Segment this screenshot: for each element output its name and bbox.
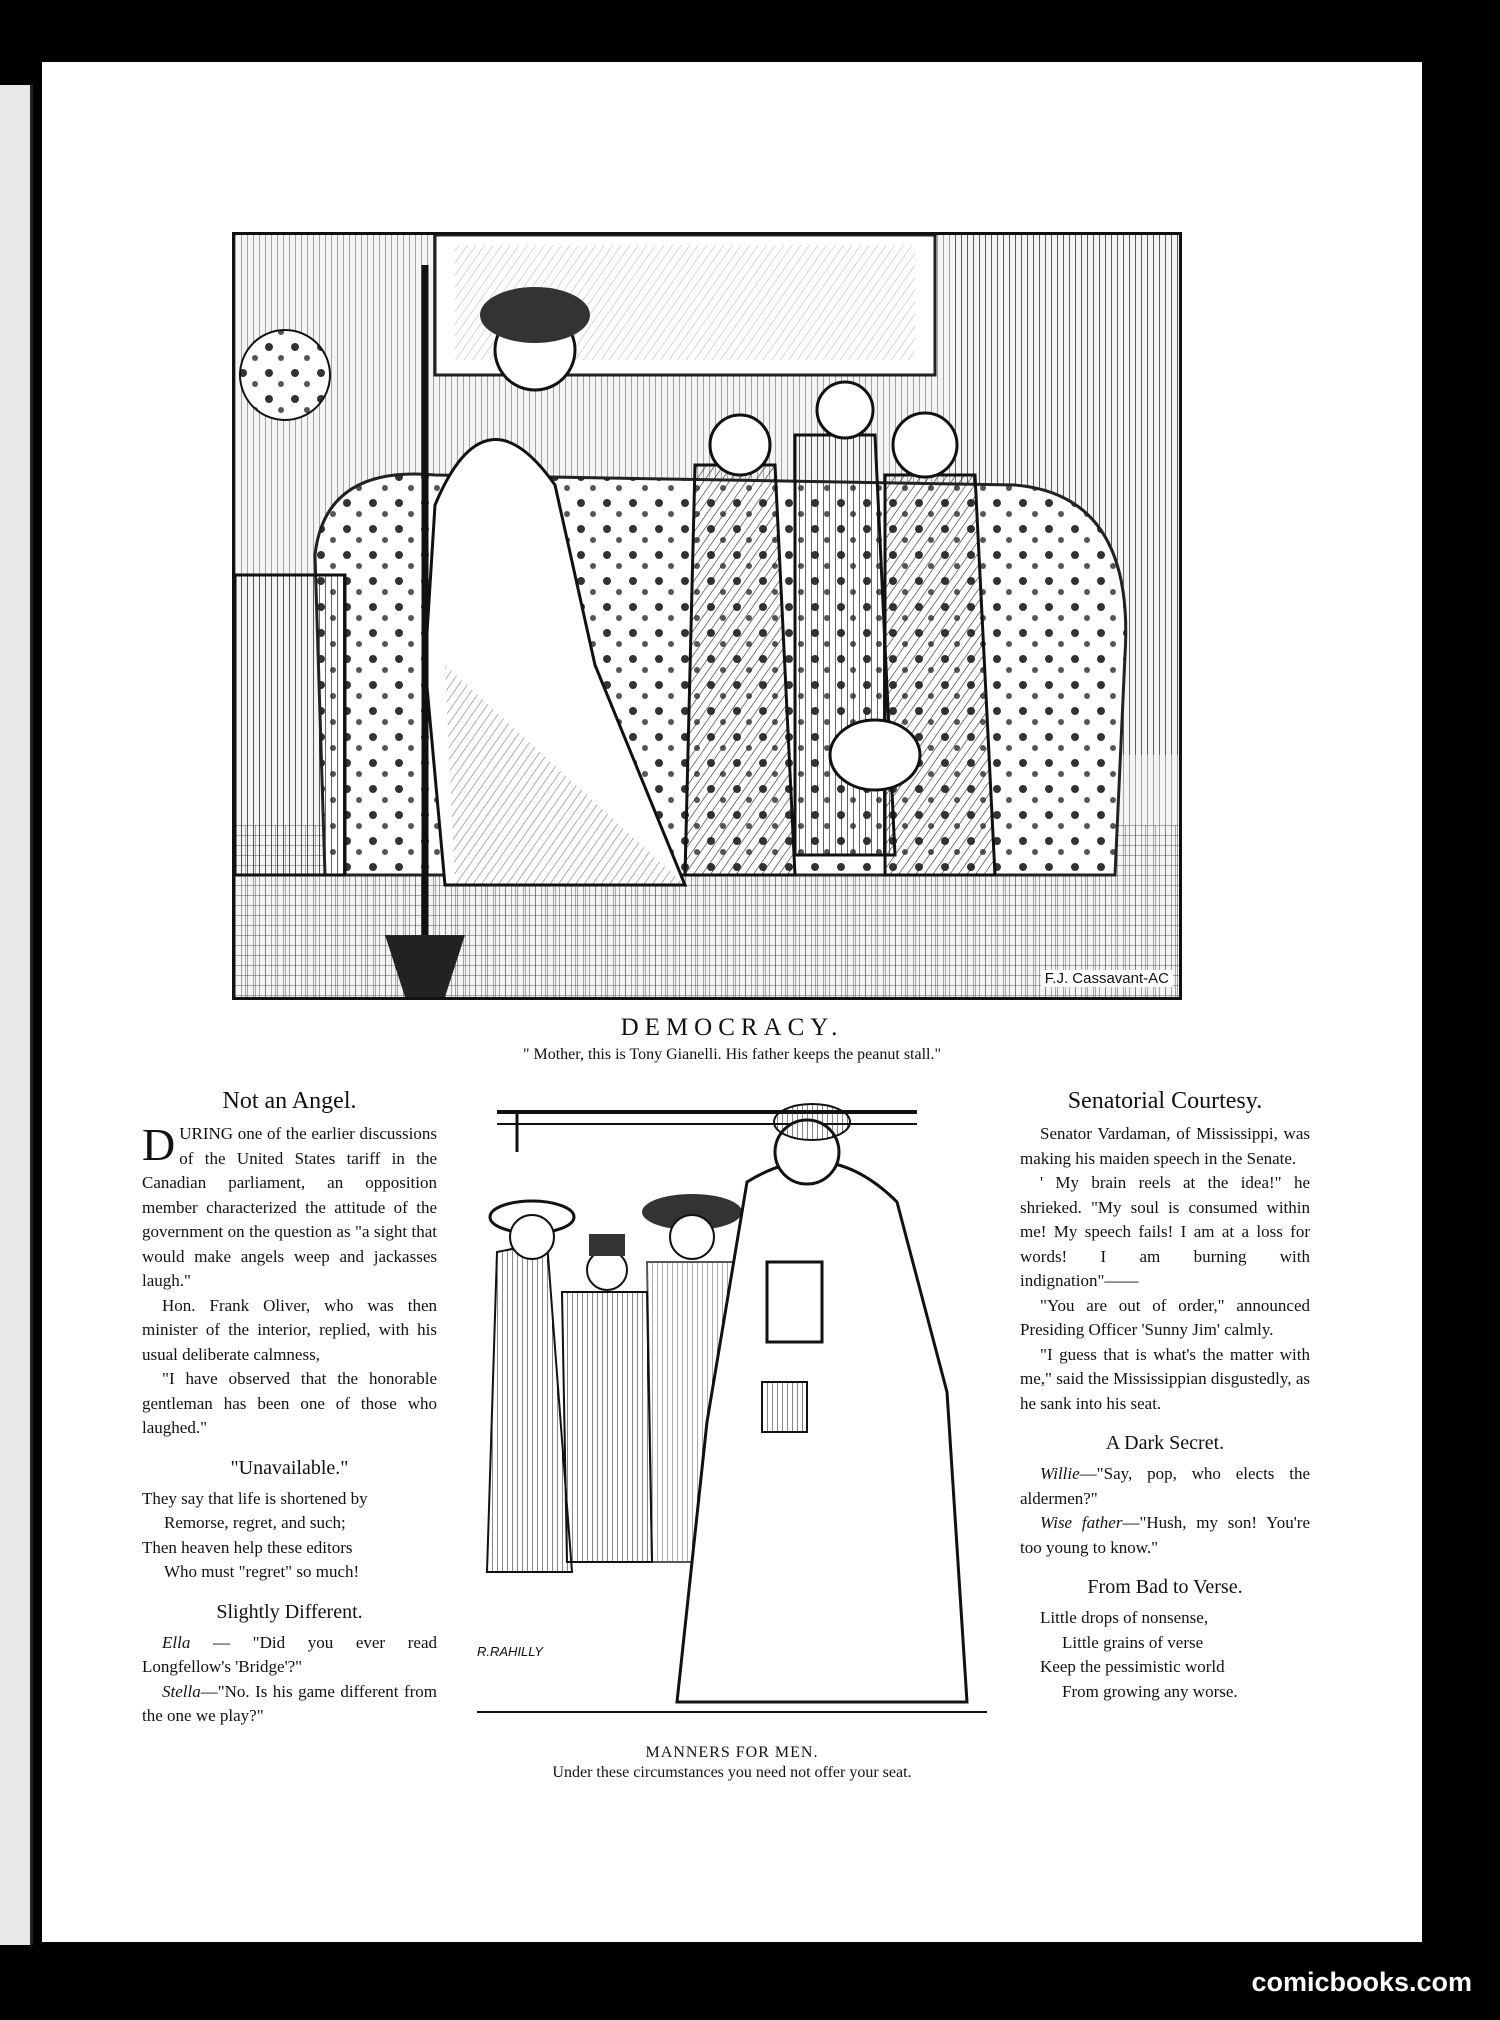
verse-line: Then heaven help these editors [142, 1537, 353, 1557]
streetcar-scene-drawing [477, 1092, 987, 1742]
senatorial-courtesy-title: Senatorial Courtesy. [1067, 1088, 1263, 1114]
senatorial-p2: ' My brain reels at the idea!" he shrieked. "My soul is consumed within me! My speech fails! I am at a loss for words! I am burning with indignation"—— [1020, 1173, 1310, 1290]
parlor-scene-drawing [235, 235, 1179, 997]
manners-title: MANNERS FOR MEN. [645, 1744, 819, 1761]
dark-secret-title: A Dark Secret. [1105, 1432, 1225, 1454]
verse-line: Keep the pessimistic world [1040, 1657, 1225, 1676]
verse-line: Little drops of nonsense, [1040, 1608, 1209, 1627]
not-an-angel-title: Not an Angel. [222, 1088, 357, 1114]
verse-line: From growing any worse. [1062, 1681, 1238, 1701]
dialogue-stella [142, 1680, 437, 1729]
verse-line: Who must "regret" so much! [164, 1562, 360, 1581]
senatorial-p3: "You are out of order," announced Presiding Officer 'Sunny Jim' calmly. [1020, 1295, 1310, 1339]
dialogue-father [1020, 1511, 1310, 1560]
bad-to-verse-title: From Bad to Verse. [1087, 1576, 1243, 1598]
speaker-father: Wise father [1040, 1513, 1123, 1532]
not-an-angel-p1 [142, 1119, 437, 1294]
left-column [142, 1086, 437, 1729]
dialogue-ella [142, 1631, 437, 1680]
manners-illustration [477, 1092, 987, 1742]
slightly-different-title: Slightly Different. [216, 1600, 363, 1623]
right-column [1020, 1086, 1310, 1704]
speaker-ella: Ella [162, 1632, 191, 1652]
not-an-angel-p2: Hon. Frank Oliver, who was then minister of the interior, replied, with his usual deliberate calmness, [142, 1295, 437, 1364]
senatorial-p1: Senator Vardaman, of Mississippi, was making his maiden speech in the Senate. [1020, 1124, 1310, 1168]
site-watermark: comicbooks.com [1251, 1967, 1472, 1997]
unavailable-verse [142, 1487, 437, 1585]
drop-cap: D [142, 1119, 176, 1170]
dialogue-text: — "Did you ever read Longfellow's 'Bridge'?" [142, 1632, 437, 1676]
facing-page-edge [0, 85, 33, 1945]
verse-line: They say that life is shortened by [142, 1488, 368, 1508]
verse-line: Little grains of verse [1062, 1632, 1204, 1652]
senatorial-p4: "I guess that is what's the matter with me," said the Mississippian disgustedly, as he sank into his seat. [1020, 1344, 1310, 1413]
speaker-willie: Willie [1040, 1464, 1080, 1483]
illustration-signature: F.J. Cassavant-AC [1041, 970, 1173, 987]
unavailable-title: "Unavailable." [230, 1456, 349, 1479]
not-an-angel-p1-text: URING one of the earlier discussions of the United States tariff in the Canadian parliament, an opposition member characterized the attitude of the government on the question as "a sight that would make angels weep and jackasses laugh." [142, 1124, 437, 1290]
manners-signature: R.RAHILLY [477, 1644, 543, 1659]
verse-line: Remorse, regret, and such; [164, 1513, 346, 1532]
manners-caption: Under these circumstances you need not offer your seat. [552, 1764, 912, 1781]
magazine-page [42, 62, 1422, 1942]
democracy-caption: " Mother, this is Tony Gianelli. His father keeps the peanut stall." [522, 1046, 942, 1063]
not-an-angel-p3: "I have observed that the honorable gentleman has been one of those who laughed." [142, 1369, 437, 1437]
democracy-illustration [232, 232, 1182, 1000]
democracy-title: DEMOCRACY. [620, 1014, 844, 1041]
speaker-stella: Stella [162, 1681, 201, 1701]
dialogue-text: —"Hush, my son! You're too young to know." [1020, 1513, 1311, 1557]
dialogue-willie [1020, 1462, 1310, 1511]
dialogue-text: —"Say, pop, who elects the aldermen?" [1020, 1464, 1310, 1508]
bad-to-verse-poem [1020, 1606, 1310, 1704]
dialogue-text: —"No. Is his game different from the one we play?" [142, 1681, 437, 1725]
